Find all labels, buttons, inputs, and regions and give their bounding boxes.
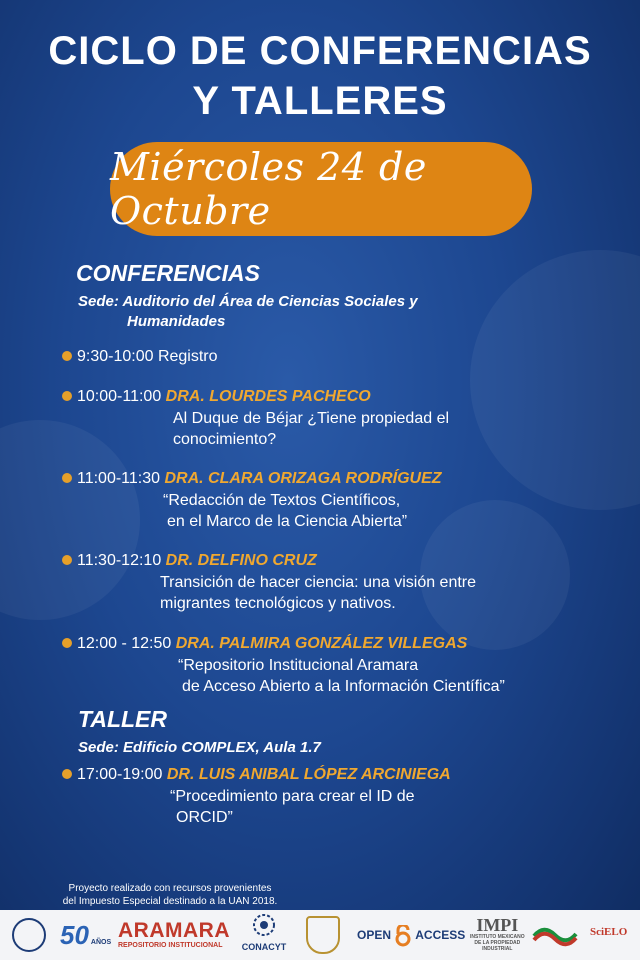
talk-3-time: 11:30-12:10 — [77, 552, 162, 569]
bullet-icon — [62, 555, 72, 565]
bullet-icon — [62, 391, 72, 401]
open-access-icon — [394, 925, 412, 947]
talk-4-speaker: DRA. PALMIRA GONZÁLEZ VILLEGAS — [175, 635, 468, 652]
bullet-icon — [62, 769, 72, 779]
open-access-logo — [357, 925, 465, 947]
talk-4-line2: de Acceso Abierto a la Información Científica” — [182, 678, 505, 695]
scielo-text: SciELO — [590, 926, 628, 938]
date-text: Miércoles 24 de Octubre — [110, 145, 427, 233]
aramara-text: ARAMARA — [118, 919, 230, 942]
footer-line1: Proyecto realizado con recursos provenientes — [68, 883, 272, 894]
bg-circle — [470, 250, 640, 510]
talk-3-speaker: DR. DELFINO CRUZ — [165, 552, 317, 569]
impi-sub3: INDUSTRIAL — [482, 946, 513, 952]
impi-logo — [470, 916, 525, 952]
access-text: ACCESS — [415, 928, 466, 943]
impi-sub2: DE LA PROPIEDAD — [474, 940, 521, 946]
title-line1: CICLO DE CONFERENCIAS — [48, 29, 592, 73]
talk-2-line2: en el Marco de la Ciencia Abierta” — [167, 513, 408, 530]
anos-text: AÑOS — [90, 939, 112, 946]
aramara-subtext: REPOSITORIO INSTITUCIONAL — [118, 942, 223, 949]
conferencias-sede-line1: Sede: Auditorio del Área de Ciencias Sociales y — [78, 293, 418, 310]
talk-1-header — [77, 386, 371, 407]
taller-sede: Sede: Edificio COMPLEX, Aula 1.7 — [78, 739, 321, 756]
talk-1-time: 10:00-11:00 — [77, 388, 162, 405]
talk-4-line1: “Repositorio Institucional Aramara — [178, 657, 419, 674]
uan-seal-logo — [12, 918, 46, 952]
talk-1-speaker: DRA. LOURDES PACHECO — [165, 388, 371, 405]
flag-icon — [532, 922, 578, 948]
taller-line1: “Procedimiento para crear el ID de — [170, 788, 415, 805]
uan-50-logo — [60, 920, 111, 951]
impi-sub1: INSTITUTO MEXICANO — [470, 934, 525, 940]
open-text: OPEN — [357, 928, 392, 943]
bullet-icon — [62, 473, 72, 483]
unam-shield-logo — [306, 916, 340, 954]
talk-1-line1: Al Duque de Béjar ¿Tiene propiedad el — [173, 410, 450, 427]
talk-2-speaker: DRA. CLARA ORIZAGA RODRÍGUEZ — [164, 470, 442, 487]
conferencias-sede-line2: Humanidades — [127, 313, 226, 330]
conferencias-heading: CONFERENCIAS — [76, 260, 261, 286]
aramara-logo — [118, 920, 230, 949]
talk-3-line2: migrantes tecnológicos y nativos. — [160, 595, 396, 612]
talk-1-line2: conocimiento? — [173, 431, 277, 448]
conacyt-logo — [236, 913, 292, 952]
talk-2-line1: “Redacción de Textos Científicos, — [163, 492, 401, 509]
conacyt-text: CONACYT — [241, 942, 287, 952]
talk-2-header — [77, 468, 442, 489]
footer-line2: del Impuesto Especial destinado a la UAN 2018. — [62, 896, 278, 907]
taller-line2: ORCID” — [176, 809, 233, 826]
logos-strip — [0, 910, 640, 960]
talk-4-time: 12:00 - 12:50 — [77, 635, 172, 652]
footer-note — [20, 882, 320, 908]
talk-3-line1: Transición de hacer ciencia: una visión entre — [160, 574, 477, 591]
bullet-icon — [62, 638, 72, 648]
bullet-icon — [62, 351, 72, 361]
talk-3-header — [77, 550, 317, 571]
talk-4-header — [77, 633, 467, 654]
bg-circle — [0, 420, 140, 620]
talk-2-time: 11:00-11:30 — [77, 470, 161, 487]
taller-heading: TALLER — [78, 706, 168, 732]
fifty-text: 50 — [60, 920, 89, 950]
scielo-logo — [590, 926, 627, 938]
date-banner — [110, 142, 532, 236]
conacyt-icon — [252, 913, 276, 937]
taller-header — [77, 764, 451, 785]
title-line2: Y TALLERES — [192, 79, 448, 123]
impi-text: IMPI — [476, 915, 519, 935]
mexico-flag-logo — [532, 922, 578, 948]
taller-speaker: DR. LUIS ANIBAL LÓPEZ ARCINIEGA — [166, 766, 451, 783]
registro-text: 9:30-10:00 Registro — [77, 348, 218, 365]
taller-time: 17:00-19:00 — [77, 766, 163, 783]
